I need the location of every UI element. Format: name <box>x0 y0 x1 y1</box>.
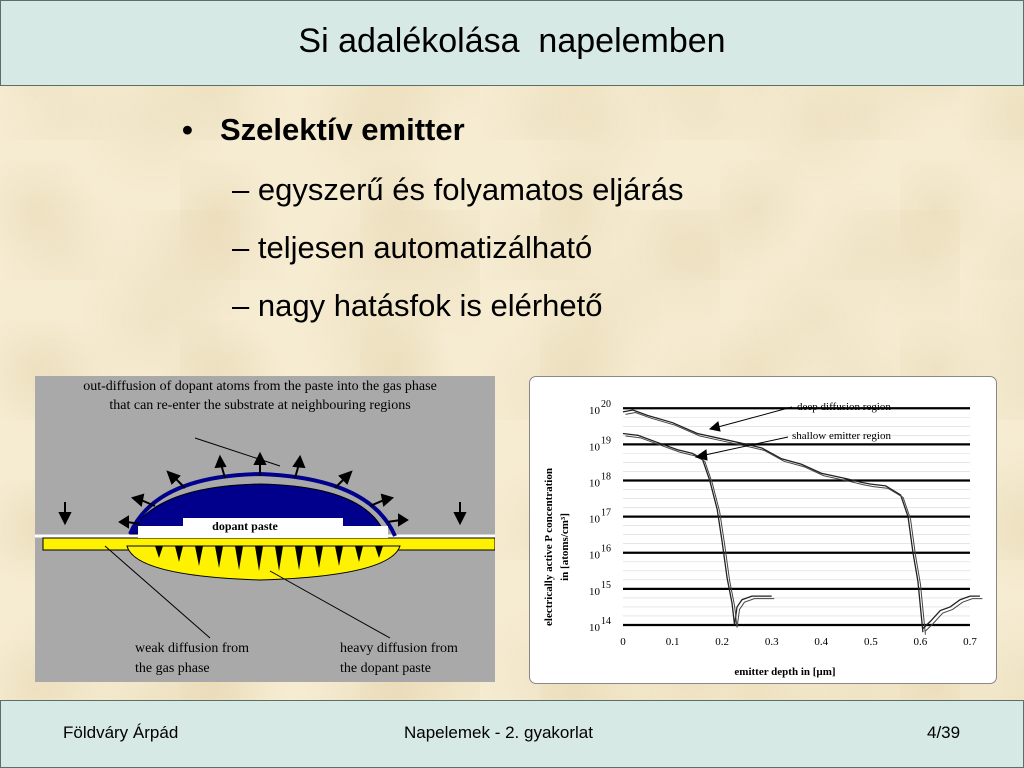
y-tick-exponent: 20 <box>601 399 611 411</box>
footer <box>0 700 1024 768</box>
y-tick-label: 10 <box>589 441 600 454</box>
series-line-shadow <box>626 413 926 635</box>
bullet-dot: • <box>182 112 193 147</box>
sub-item: – egyszerű és folyamatos eljárás <box>232 172 684 207</box>
bullet-text: Szelektív emitter <box>220 112 465 147</box>
slide-title: Si adalékolása napelemben <box>298 21 726 60</box>
annotation-arrows <box>696 407 792 460</box>
y-tick-exponent: 18 <box>601 471 611 483</box>
x-axis-label: emitter depth in [µm] <box>734 666 836 678</box>
y-axis-label-line1: electrically active P concentration <box>543 468 555 626</box>
y-tick-exponent: 16 <box>601 543 611 555</box>
x-tick-label: 0.4 <box>814 636 829 648</box>
concentration-chart <box>529 376 997 684</box>
caption-top-line1: out-diffusion of dopant atoms from the paste into the gas phase <box>83 379 437 394</box>
y-tick-exponent: 19 <box>601 435 611 447</box>
x-tick-label: 0.2 <box>715 636 730 648</box>
y-tick-exponent: 17 <box>601 507 611 519</box>
heavy-label-line1: heavy diffusion from <box>340 641 458 656</box>
footer-course: Napelemek - 2. gyakorlat <box>404 723 593 742</box>
x-tick-label: 0.3 <box>764 636 779 648</box>
sub-item: – nagy hatásfok is elérhető <box>232 288 603 323</box>
y-tick-label: 10 <box>589 585 600 598</box>
y-tick-label: 10 <box>589 477 600 490</box>
x-tick-label: 0.5 <box>863 636 878 648</box>
y-tick-exponent: 14 <box>601 616 611 627</box>
weak-label-line2: the gas phase <box>135 661 210 676</box>
heavy-label-line2: the dopant paste <box>340 661 431 676</box>
bullet-main <box>182 112 465 148</box>
sub-item: – teljesen automatizálható <box>232 230 593 265</box>
x-tick-label: 0.6 <box>913 636 928 648</box>
caption-top-line2: that can re-enter the substrate at neighbouring regions <box>109 398 411 413</box>
y-axis-label-line2: in [atoms/cm³] <box>559 513 571 581</box>
footer-page-number: 4/39 <box>927 723 961 742</box>
weak-label-line1: weak diffusion from <box>135 641 250 656</box>
series-line <box>923 596 980 629</box>
paste-label: dopant paste <box>212 519 278 533</box>
title-bar <box>0 0 1024 86</box>
y-tick-exponent: 15 <box>601 579 611 591</box>
x-tick-label: 0 <box>620 636 626 648</box>
annotation-shallow: shallow emitter region <box>792 430 891 442</box>
footer-author: Földváry Árpád <box>63 723 179 742</box>
chart-ticks <box>589 399 977 648</box>
y-tick-label: 10 <box>589 513 600 526</box>
y-tick-label: 10 <box>589 622 600 634</box>
y-tick-label: 10 <box>589 405 600 418</box>
series-line-shadow <box>626 436 775 627</box>
y-tick-label: 10 <box>589 549 600 562</box>
annotation-deep: deep diffusion region <box>797 401 891 413</box>
x-tick-label: 0.1 <box>665 636 680 648</box>
diffusion-diagram <box>35 376 495 682</box>
x-tick-label: 0.7 <box>963 636 977 648</box>
